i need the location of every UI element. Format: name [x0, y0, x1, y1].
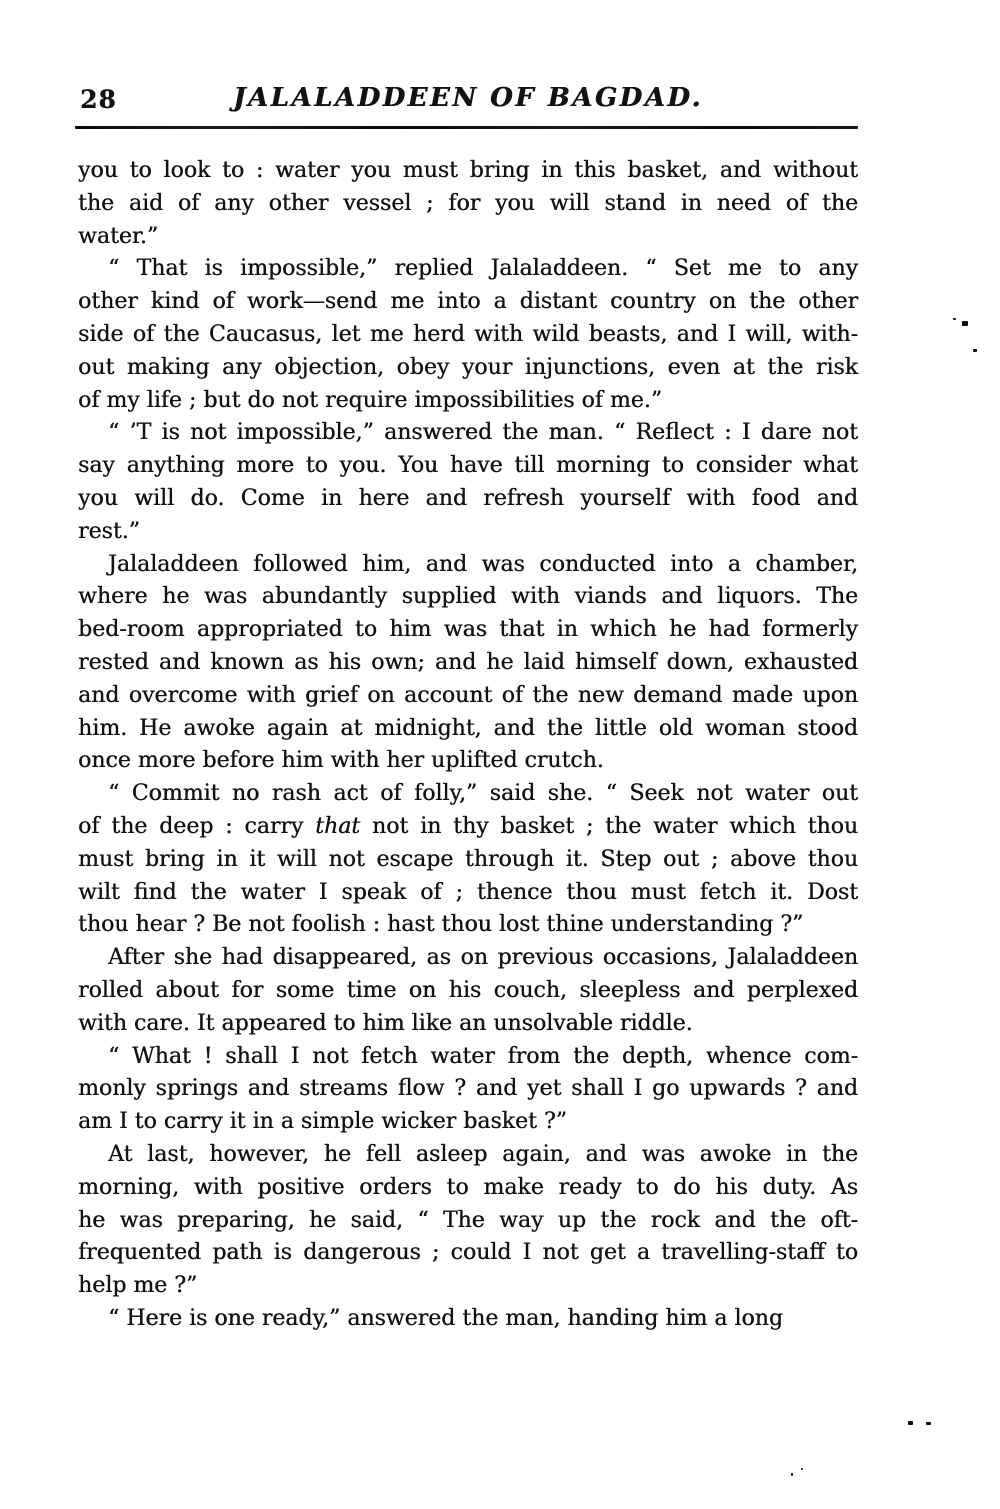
text-line — [78, 286, 858, 319]
text-line — [78, 483, 858, 516]
text-segment: wilt find the water I speak of ; thence thou must fetch it. Dost — [78, 879, 858, 905]
text-line — [78, 713, 858, 746]
text-line — [78, 680, 858, 713]
text-line — [78, 352, 858, 385]
text-segment: once more before him with her uplifted crutch. — [78, 748, 604, 774]
text-line — [78, 155, 858, 188]
text-line — [78, 778, 858, 811]
scan-speck — [908, 1421, 913, 1425]
text-segment: thou hear ? Be not foolish : hast thou lost thine understanding ?” — [78, 912, 804, 938]
text-segment: out making any objection, obey your injunctions, even at the risk — [78, 354, 858, 380]
text-segment: “ What ! shall I not fetch water from the depth, whence com- — [108, 1043, 858, 1069]
text-segment: water.” — [78, 223, 159, 249]
text-line — [78, 844, 858, 877]
text-segment: monly springs and streams flow ? and yet shall I go upwards ? and — [78, 1076, 858, 1102]
text-line — [78, 975, 858, 1008]
text-line — [78, 909, 858, 942]
scan-speck — [962, 321, 968, 326]
text-line — [78, 221, 858, 254]
header-rule — [75, 126, 858, 129]
text-line — [78, 811, 858, 844]
text-segment: At last, however, he fell asleep again, and was awoke in the — [108, 1141, 858, 1167]
text-line — [78, 1139, 858, 1172]
text-segment: “ Here is one ready,” answered the man, handing him a long — [108, 1305, 783, 1331]
page-number: 28 — [80, 85, 117, 114]
text-segment: of the deep : carry — [78, 813, 316, 839]
text-segment: not in thy basket ; the water which thou — [360, 813, 859, 839]
emphasized-text: that — [315, 813, 361, 839]
text-segment: must bring in it will not escape through it. Step out ; above thou — [78, 846, 858, 872]
text-line — [78, 1106, 858, 1139]
text-segment: him. He awoke again at midnight, and the little old woman stood — [78, 715, 858, 741]
page-header — [78, 83, 858, 115]
scan-speck — [953, 318, 956, 320]
text-segment: After she had disappeared, as on previous occasions, Jalaladdeen — [108, 945, 858, 971]
text-body — [78, 155, 858, 1336]
text-line — [78, 745, 858, 778]
text-line — [78, 1205, 858, 1238]
text-line — [78, 417, 858, 450]
scan-speck — [973, 349, 977, 352]
text-line — [78, 1303, 858, 1336]
text-line — [78, 549, 858, 582]
text-segment: Jalaladdeen followed him, and was conducted into a chamber, — [108, 551, 858, 577]
text-line — [78, 253, 858, 286]
text-segment: other kind of work—send me into a distant country on the other — [78, 289, 858, 315]
text-line — [78, 1041, 858, 1074]
text-line — [78, 614, 858, 647]
text-line — [78, 450, 858, 483]
text-segment: and overcome with grief on account of the new demand made upon — [78, 682, 858, 708]
text-segment: he was preparing, he said, “ The way up the rock and the oft- — [78, 1207, 858, 1233]
text-segment: “ Commit no rash act of folly,” said she. “ Seek not water out — [108, 781, 858, 807]
text-line — [78, 1008, 858, 1041]
running-title: JALALADDEEN OF BAGDAD. — [233, 83, 703, 113]
text-segment: frequented path is dangerous ; could I not get a travelling-staff to — [78, 1240, 858, 1266]
text-segment: with care. It appeared to him like an unsolvable riddle. — [78, 1010, 693, 1036]
text-segment: help me ?” — [78, 1273, 198, 1299]
text-segment: rolled about for some time on his couch, sleepless and perplexed — [78, 977, 858, 1003]
text-line — [78, 1073, 858, 1106]
text-line — [78, 319, 858, 352]
text-segment: the aid of any other vessel ; for you will stand in need of the — [78, 190, 858, 216]
text-segment: “ That is impossible,” replied Jalaladdeen. “ Set me to any — [108, 256, 858, 282]
text-segment: where he was abundantly supplied with viands and liquors. The — [78, 584, 858, 610]
text-segment: you to look to : water you must bring in this basket, and without — [78, 158, 858, 183]
text-line — [78, 1237, 858, 1270]
text-line — [78, 877, 858, 910]
text-segment: “ ’T is not impossible,” answered the man. “ Reflect : I dare not — [108, 420, 858, 446]
text-line — [78, 1172, 858, 1205]
text-segment: rest.” — [78, 518, 140, 544]
text-line — [78, 581, 858, 614]
text-line — [78, 942, 858, 975]
text-segment: say anything more to you. You have till morning to consider what — [78, 453, 858, 479]
scan-speck — [801, 1468, 803, 1470]
scan-speck — [926, 1422, 931, 1425]
text-line — [78, 385, 858, 418]
text-segment: of my life ; but do not require impossibilities of me.” — [78, 387, 663, 413]
scan-speck — [791, 1473, 793, 1476]
text-segment: side of the Caucasus, let me herd with wild beasts, and I will, with- — [78, 321, 858, 347]
text-segment: am I to carry it in a simple wicker basket ?” — [78, 1109, 567, 1135]
text-line — [78, 1270, 858, 1303]
text-segment: bed-room appropriated to him was that in which he had formerly — [78, 617, 858, 643]
text-line — [78, 647, 858, 680]
text-segment: rested and known as his own; and he laid himself down, exhausted — [78, 649, 858, 675]
text-segment: you will do. Come in here and refresh yourself with food and — [78, 485, 858, 511]
text-segment: morning, with positive orders to make ready to do his duty. As — [78, 1174, 858, 1200]
text-line — [78, 188, 858, 221]
text-line — [78, 516, 858, 549]
